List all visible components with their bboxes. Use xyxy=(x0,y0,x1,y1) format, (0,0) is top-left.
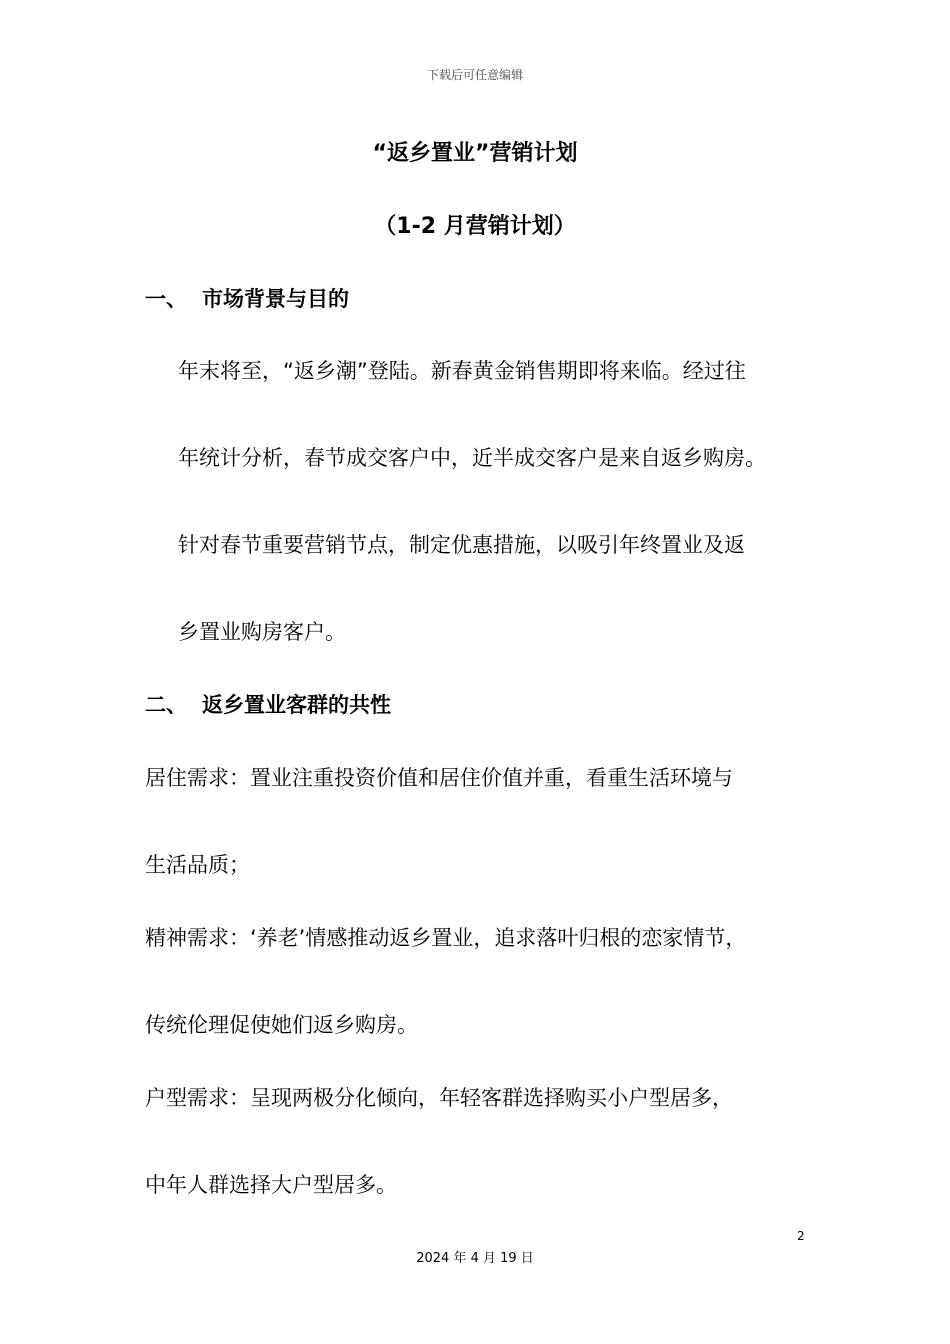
page-number: 2 xyxy=(797,1229,805,1243)
paragraph-line: 户型需求：呈现两极分化倾向，年轻客群选择购买小户型居多， xyxy=(145,1086,733,1110)
section-1-number: 一、 xyxy=(145,287,187,311)
paragraph-line: 生活品质； xyxy=(145,853,250,877)
document-subtitle: （1-2 月营销计划） xyxy=(374,214,576,239)
section-2-number: 二、 xyxy=(145,693,187,717)
paragraph-line: 年统计分析，春节成交客户中，近半成交客户是来自返乡购房。 xyxy=(178,446,766,470)
paragraph-line: 乡置业购房客户。 xyxy=(178,620,346,644)
header-note: 下载后可任意编辑 xyxy=(426,68,523,82)
paragraph-line: 传统伦理促使她们返乡购房。 xyxy=(145,1013,418,1037)
paragraph-line: 中年人群选择大户型居多。 xyxy=(145,1173,397,1197)
paragraph-line: 居住需求：置业注重投资价值和居住价值并重，看重生活环境与 xyxy=(145,766,733,790)
section-1-title: 市场背景与目的 xyxy=(202,287,349,311)
section-2-title: 返乡置业客群的共性 xyxy=(202,693,391,717)
footer-date: 2024 年 4 月 19 日 xyxy=(416,1251,534,1266)
paragraph-line: 精神需求：‘养老’情感推动返乡置业，追求落叶归根的恋家情节， xyxy=(145,926,747,950)
section-1-heading xyxy=(145,283,349,313)
paragraph-line: 年末将至，“返乡潮”登陆。新春黄金销售期即将来临。经过往 xyxy=(178,359,746,383)
section-2-heading xyxy=(145,689,391,719)
paragraph-line: 针对春节重要营销节点，制定优惠措施，以吸引年终置业及返 xyxy=(178,533,745,557)
document-title: “返乡置业”营销计划 xyxy=(372,141,578,166)
